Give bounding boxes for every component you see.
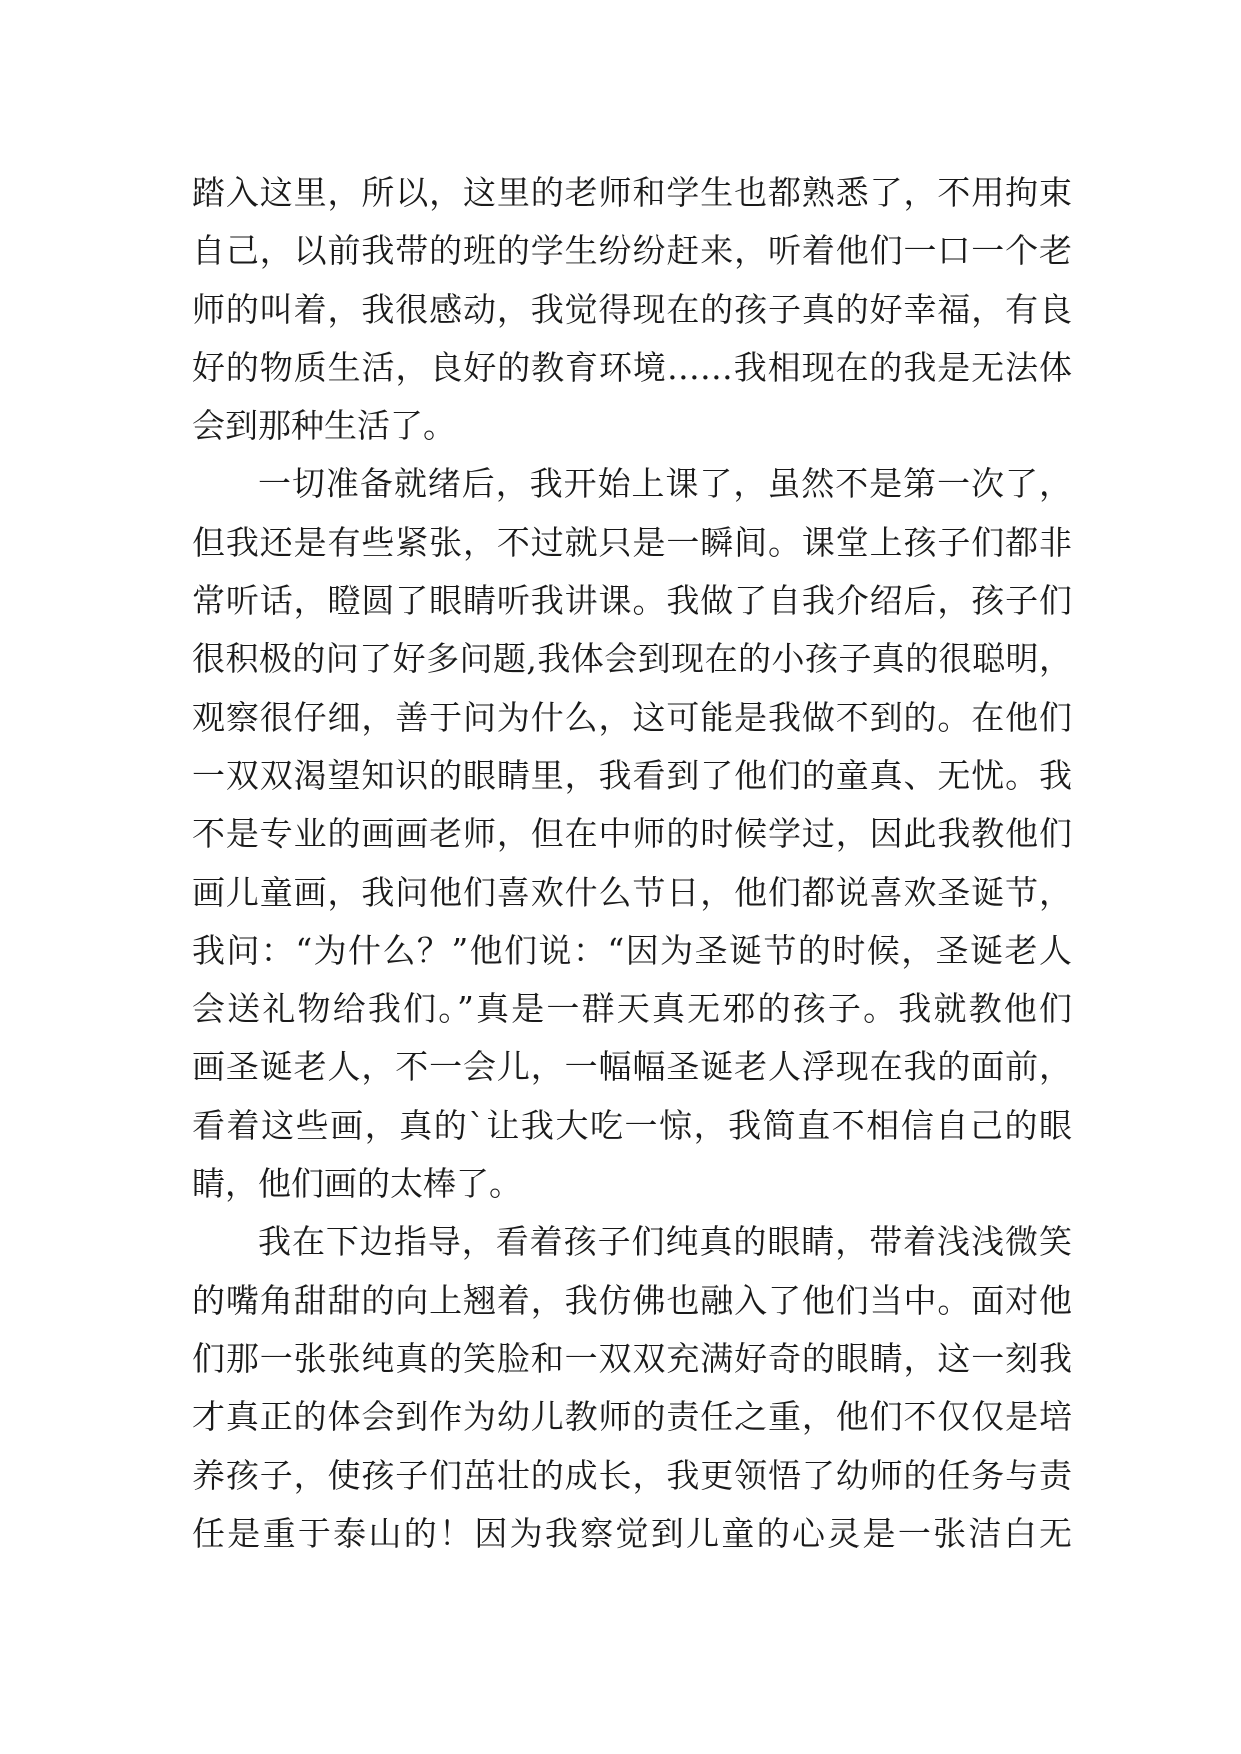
text-line: 师的叫着，我很感动，我觉得现在的孩子真的好幸福，有良: [192, 289, 1072, 329]
text-line: 画儿童画，我问他们喜欢什么节日，他们都说喜欢圣诞节，: [192, 872, 1072, 912]
text-line: 看着这些画，真的`让我大吃一惊，我简直不相信自己的眼: [192, 1105, 1072, 1145]
text-line: 的嘴角甜甜的向上翘着，我仿佛也融入了他们当中。面对他: [192, 1280, 1072, 1320]
text-line: 很积极的问了好多问题,我体会到现在的小孩子真的很聪明，: [192, 639, 1072, 679]
text-line: 但我还是有些紧张，不过就只是一瞬间。课堂上孩子们都非: [192, 522, 1072, 562]
text-line: 会到那种生活了。: [192, 406, 456, 446]
text-line: 我在下边指导，看着孩子们纯真的眼睛，带着浅浅微笑: [258, 1222, 1072, 1262]
text-line: 睛，他们画的太棒了。: [192, 1164, 522, 1204]
text-line: 不是专业的画画老师，但在中师的时候学过，因此我教他们: [192, 814, 1072, 854]
text-line: 会送礼物给我们。”真是一群天真无邪的孩子。我就教他们: [192, 989, 1072, 1029]
text-line: 好的物质生活，良好的教育环境……我相现在的我是无法体: [192, 347, 1072, 387]
text-line: 才真正的体会到作为幼儿教师的责任之重，他们不仅仅是培: [192, 1397, 1072, 1437]
text-line: 们那一张张纯真的笑脸和一双双充满好奇的眼睛，这一刻我: [192, 1338, 1072, 1378]
body-text: [192, 164, 1072, 1563]
text-line: 画圣诞老人，不一会儿，一幅幅圣诞老人浮现在我的面前，: [192, 1047, 1072, 1087]
text-line: 一双双渴望知识的眼睛里，我看到了他们的童真、无忧。我: [192, 755, 1072, 795]
text-line: 自己，以前我带的班的学生纷纷赶来，听着他们一口一个老: [192, 231, 1072, 271]
text-line: 踏入这里，所以，这里的老师和学生也都熟悉了，不用拘束: [192, 173, 1072, 212]
text-line: 养孩子，使孩子们茁壮的成长，我更领悟了幼师的任务与责: [192, 1455, 1072, 1495]
text-line: 常听话，瞪圆了眼睛听我讲课。我做了自我介绍后，孩子们: [192, 581, 1072, 621]
text-line: 我问：“为什么？”他们说：“因为圣诞节的时候，圣诞老人: [192, 930, 1072, 970]
text-line: 一切准备就绪后，我开始上课了，虽然不是第一次了，: [258, 464, 1072, 504]
text-line: 观察很仔细，善于问为什么，这可能是我做不到的。在他们: [192, 697, 1072, 737]
text-line: 任是重于泰山的！因为我察觉到儿童的心灵是一张洁白无: [192, 1513, 1072, 1553]
